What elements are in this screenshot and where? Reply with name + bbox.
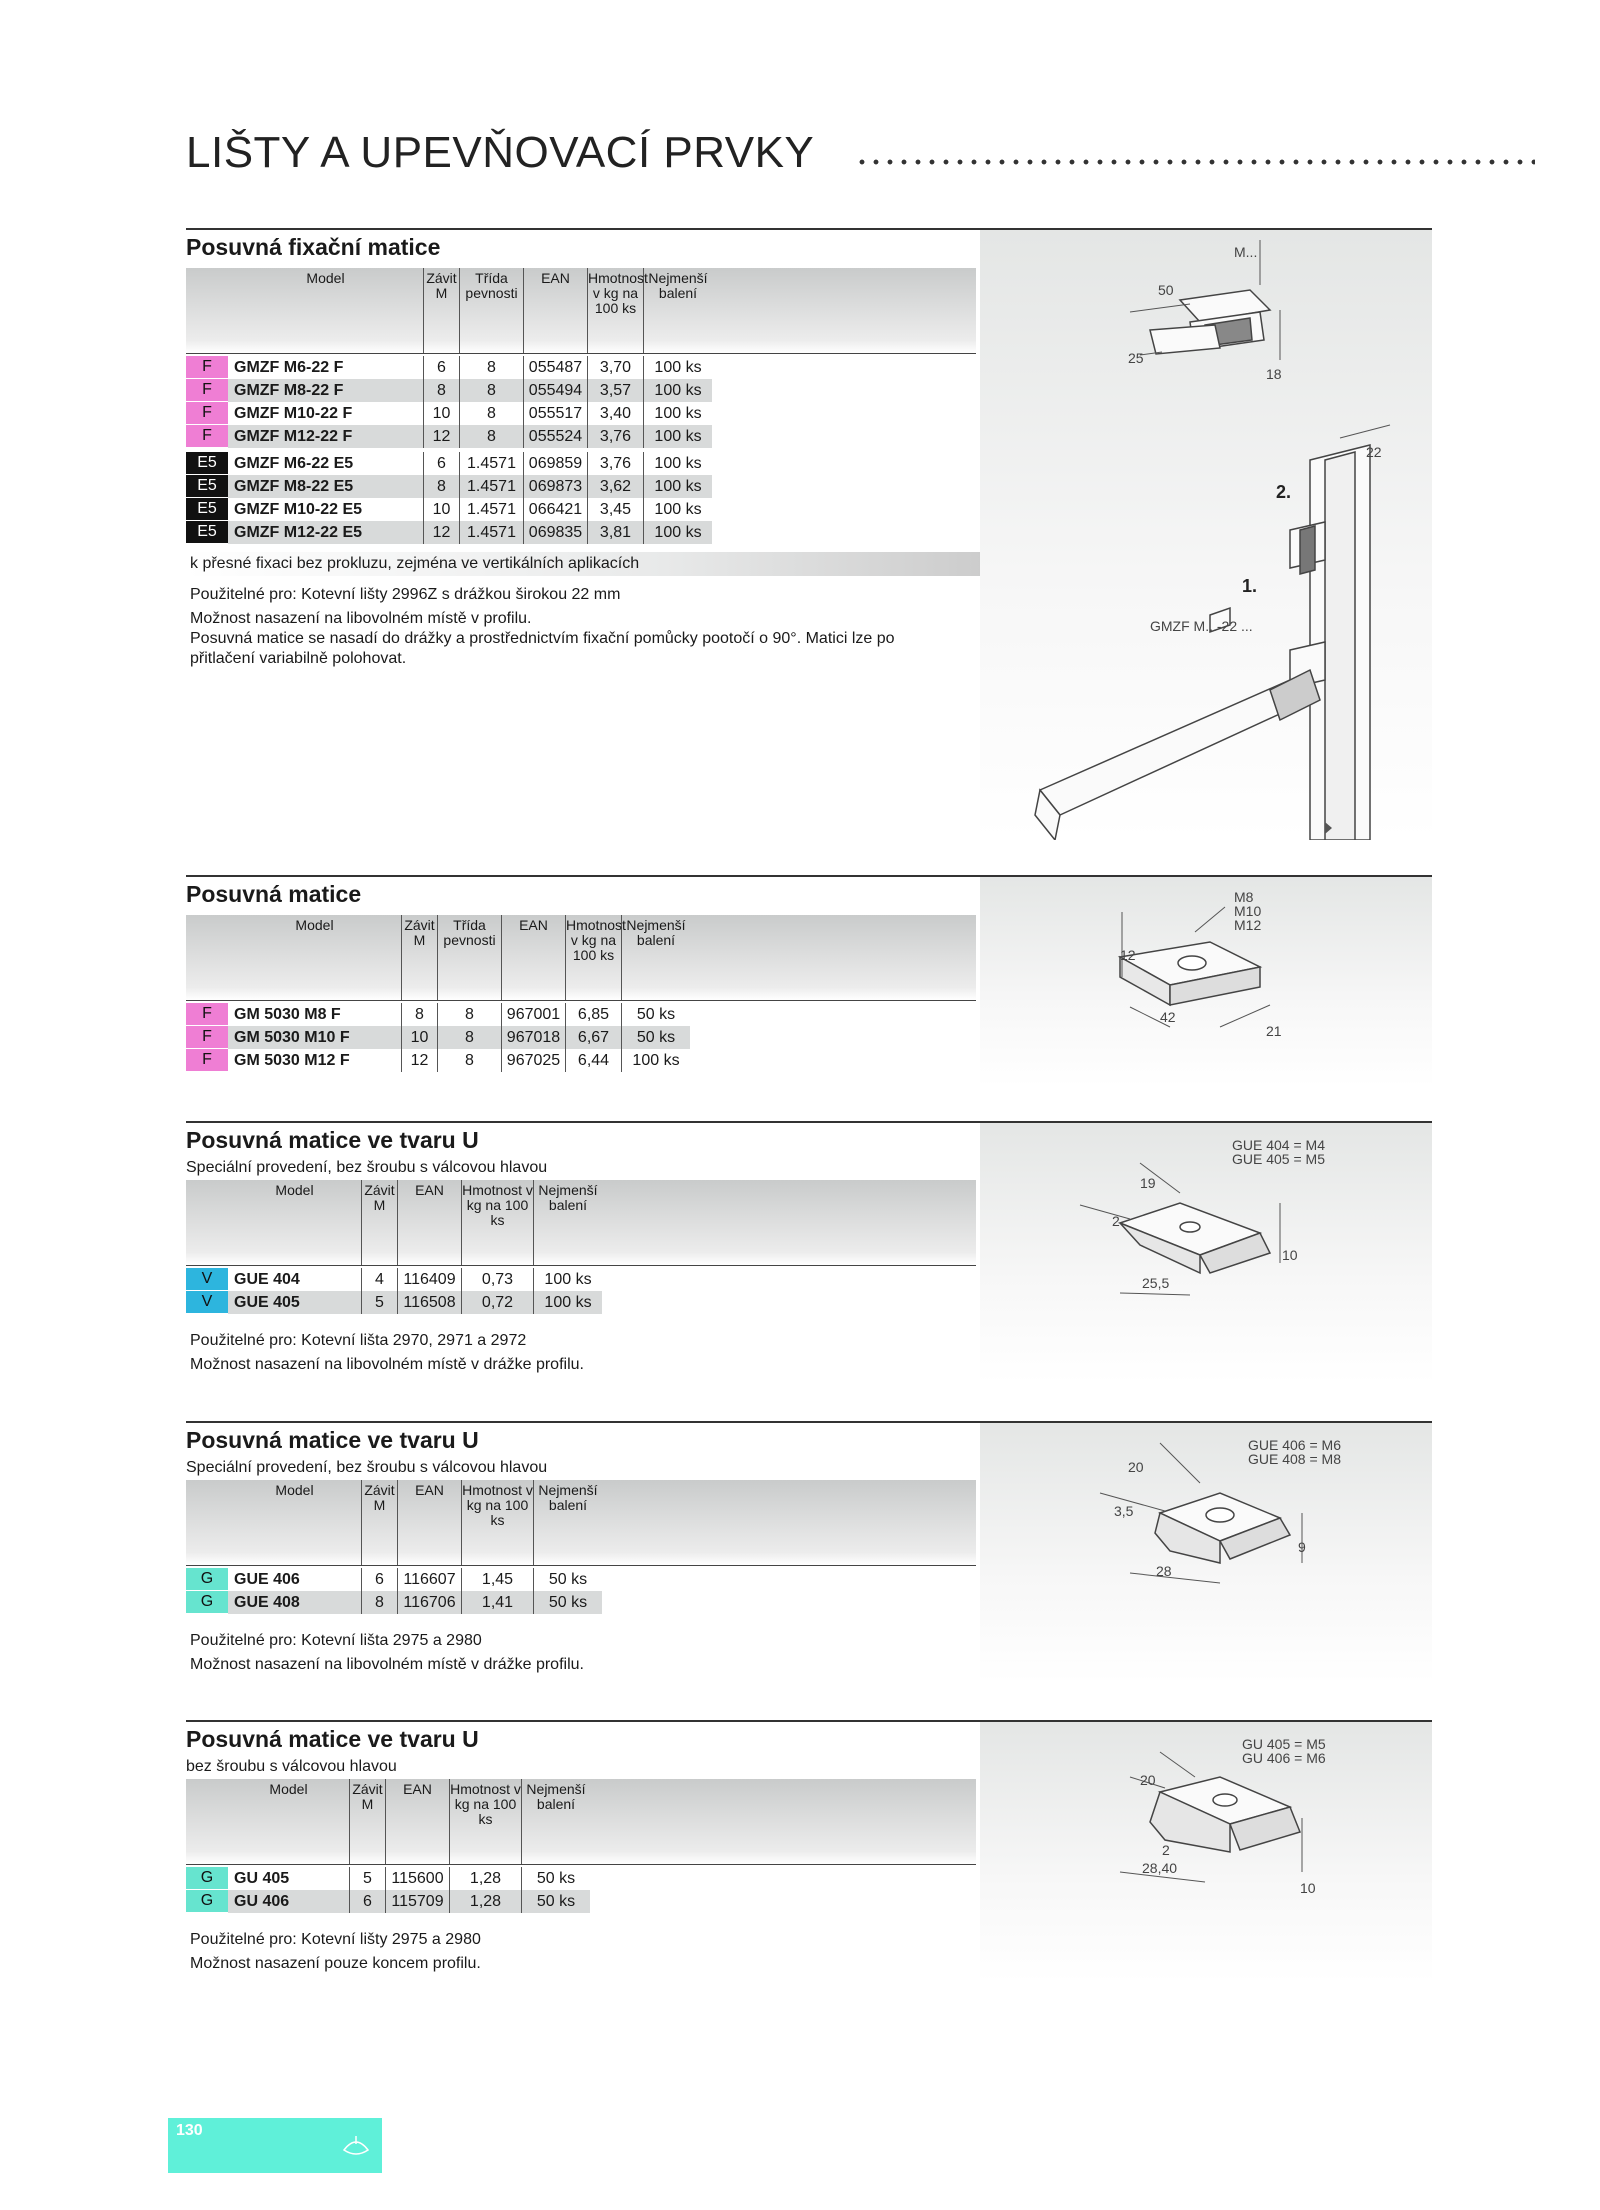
col-thread: Závit M [402,915,438,1000]
cell-class: 1.4571 [460,475,524,498]
dim-19: 19 [1140,1175,1156,1191]
feature-text: k přesné fixaci bez prokluzu, zejména ve vertikálních aplikacích [190,555,640,572]
dim-20: 20 [1128,1459,1144,1475]
cell-model: GM 5030 M12 F [228,1049,402,1072]
u-nut-drawing [980,1423,1432,1683]
dim-28: 28 [1156,1563,1172,1579]
cell-class: 8 [438,1003,502,1026]
col-class: Třída pevnosti [460,268,524,353]
note-position: Možnost nasazení na libovolném místě v drážke profilu. [190,1656,584,1673]
dim-m10: M10 [1234,903,1262,919]
cell-model: GU 405 [228,1867,350,1890]
dim-25: 25 [1128,350,1144,366]
cell-weight: 1,41 [462,1591,534,1614]
cell-ean: 967018 [502,1026,566,1049]
section-title: Posuvná matice [186,881,362,907]
col-pack: Nejmenší balení [538,1482,598,1513]
cell-ean: 055494 [524,379,588,402]
cell-pack: 50 ks [536,1870,576,1887]
note-usable: Použitelné pro: Kotevní lišty 2975 a 2980 [190,1931,481,1948]
cell-thread: 5 [362,1291,398,1314]
product-drawing [980,1722,1432,1982]
cell-model: GUE 408 [228,1591,362,1614]
cell-model: GUE 406 [228,1568,362,1591]
col-weight: Hmotnost v kg na 100 ks [450,1779,522,1864]
dim-10: 10 [1300,1880,1316,1896]
dim-2: 2 [1112,1213,1120,1229]
cell-weight: 1,28 [450,1890,522,1913]
col-class: Třída pevnosti [438,915,502,1000]
cell-ean: 115709 [386,1890,450,1913]
label-gue404: GUE 404 = M4 [1232,1137,1325,1153]
cell-ean: 967001 [502,1003,566,1026]
section-title: Posuvná matice ve tvaru U [186,1427,479,1453]
note-position: Možnost nasazení pouze koncem profilu. [190,1955,481,1972]
finish-code-badge: F [186,402,228,424]
cell-thread: 10 [402,1026,438,1049]
cell-weight: 3,70 [588,356,644,379]
cell-pack: 100 ks [654,501,702,518]
cell-weight: 3,81 [588,521,644,544]
cell-class: 8 [438,1026,502,1049]
label-gu406: GU 406 = M6 [1242,1750,1326,1766]
cell-model: GMZF M10-22 E5 [228,498,424,521]
finish-code-badge: E5 [186,452,228,474]
cell-thread: 12 [424,425,460,448]
table-header [186,268,976,354]
cell-model: GMZF M6-22 E5 [228,452,424,475]
dim-20: 20 [1140,1772,1156,1788]
dim-thread: M... [1234,244,1258,260]
cell-pack: 100 ks [654,405,702,422]
note-install-2: přitlačení variabilně polohovat. [190,650,407,667]
cell-pack: 50 ks [548,1571,588,1588]
note-install-1: Posuvná matice se nasadí do drážky a prostřednictvím fixační pomůcky pootočí o 90°. Matici lze po [190,630,895,647]
cell-weight: 3,45 [588,498,644,521]
section-subtitle: Speciální provedení, bez šroubu s válcovou hlavou [186,1459,548,1476]
label-gue408: GUE 408 = M8 [1248,1451,1341,1467]
product-drawing [980,1123,1432,1383]
cell-model: GMZF M8-22 F [228,379,424,402]
finish-code-badge: E5 [186,498,228,520]
part-label: GMZF M...-22 ... [1150,618,1253,634]
page-title: LIŠTY A UPEVŇOVACÍ PRVKY [186,128,815,177]
dim-12: 12 [1120,947,1136,963]
cell-weight: 0,72 [462,1291,534,1314]
arrow-up-icon [340,2130,372,2160]
table-header [186,1180,976,1266]
note-position: Možnost nasazení na libovolném místě v drážke profilu. [190,1356,584,1373]
col-ean: EAN [524,268,588,353]
col-pack: Nejmenší balení [626,917,686,948]
col-thread: Závit M [362,1180,398,1265]
cell-thread: 6 [424,356,460,379]
cell-ean: 116508 [398,1291,462,1314]
cell-model: GMZF M6-22 F [228,356,424,379]
col-ean: EAN [502,915,566,1000]
product-drawing [980,877,1432,1087]
step-2: 2. [1276,482,1292,502]
cell-pack: 100 ks [654,428,702,445]
section-title: Posuvná fixační matice [186,234,441,260]
col-thread: Závit M [424,268,460,353]
note-usable: Použitelné pro: Kotevní lišty 2996Z s drážkou širokou 22 mm [190,586,621,603]
finish-code-badge: G [186,1890,228,1912]
section-u-nut-gue406 [186,1421,1432,1683]
dim-21: 21 [1266,1023,1282,1039]
finish-code-badge: V [186,1268,228,1290]
cell-thread: 12 [402,1049,438,1072]
cell-thread: 6 [350,1890,386,1913]
cell-model: GMZF M8-22 E5 [228,475,424,498]
cell-model: GM 5030 M8 F [228,1003,402,1026]
sliding-nut-drawing [980,877,1432,1087]
finish-code-badge: F [186,356,228,378]
cell-pack: 100 ks [544,1271,592,1288]
dim-9: 9 [1298,1539,1306,1555]
dim-18: 18 [1266,366,1282,382]
cell-model: GMZF M12-22 E5 [228,521,424,544]
cell-thread: 8 [424,379,460,402]
section-u-nut-gue404 [186,1121,1432,1383]
cell-thread: 4 [362,1268,398,1291]
finish-code-badge: G [186,1867,228,1889]
finish-code-badge: F [186,1049,228,1071]
u-nut-drawing [980,1123,1432,1383]
col-ean: EAN [398,1180,462,1265]
product-drawing [980,230,1432,840]
cell-class: 8 [460,402,524,425]
cell-weight: 6,67 [566,1026,622,1049]
cell-class: 8 [460,356,524,379]
step-1: 1. [1242,576,1258,596]
finish-code-badge: F [186,1003,228,1025]
note-position: Možnost nasazení na libovolném místě v profilu. [190,610,532,627]
col-pack: Nejmenší balení [648,270,708,301]
section-title: Posuvná matice ve tvaru U [186,1726,479,1752]
finish-code-badge: G [186,1568,228,1590]
table-header [186,1480,976,1566]
cell-ean: 116409 [398,1268,462,1291]
product-drawing [980,1423,1432,1683]
cell-class: 8 [460,425,524,448]
dim-50: 50 [1158,282,1174,298]
finish-code-badge: E5 [186,475,228,497]
cell-ean: 055487 [524,356,588,379]
title-dots [855,158,1535,166]
u-nut-drawing [980,1722,1432,1982]
label-gue406: GUE 406 = M6 [1248,1437,1341,1453]
cell-weight: 1,28 [450,1867,522,1890]
cell-class: 1.4571 [460,498,524,521]
cell-thread: 5 [350,1867,386,1890]
dim-2: 2 [1162,1842,1170,1858]
label-gu405: GU 405 = M5 [1242,1736,1326,1752]
cell-pack: 100 ks [654,524,702,541]
section-subtitle: Speciální provedení, bez šroubu s válcovou hlavou [186,1159,548,1176]
cell-pack: 100 ks [544,1294,592,1311]
cell-ean: 116607 [398,1568,462,1591]
cell-pack: 100 ks [654,478,702,495]
section-title: Posuvná matice ve tvaru U [186,1127,479,1153]
cell-pack: 100 ks [654,359,702,376]
cell-weight: 3,76 [588,452,644,475]
cell-weight: 1,45 [462,1568,534,1591]
cell-ean: 069835 [524,521,588,544]
cell-thread: 6 [424,452,460,475]
cell-ean: 967025 [502,1049,566,1072]
cell-weight: 3,62 [588,475,644,498]
label-gue405: GUE 405 = M5 [1232,1151,1325,1167]
dim-3-5: 3,5 [1114,1503,1134,1519]
dim-25-5: 25,5 [1142,1275,1170,1291]
cell-pack: 100 ks [654,455,702,472]
col-pack: Nejmenší balení [526,1781,586,1812]
dim-28-40: 28,40 [1142,1860,1178,1876]
finish-code-badge: E5 [186,521,228,543]
section-subtitle: bez šroubu s válcovou hlavou [186,1758,397,1775]
note-usable: Použitelné pro: Kotevní lišta 2970, 2971 a 2972 [190,1332,527,1349]
col-model: Model [228,915,402,1000]
page-number-box [168,2118,382,2173]
page-number: 130 [176,2122,203,2139]
col-ean: EAN [398,1480,462,1565]
col-weight: Hmotnost v kg na 100 ks [462,1180,534,1265]
cell-thread: 8 [424,475,460,498]
cell-weight: 6,44 [566,1049,622,1072]
cell-ean: 115600 [386,1867,450,1890]
finish-code-badge: G [186,1591,228,1613]
dim-42: 42 [1160,1009,1176,1025]
col-pack: Nejmenší balení [538,1182,598,1213]
col-model: Model [228,1180,362,1265]
col-ean: EAN [386,1779,450,1864]
cell-ean: 055517 [524,402,588,425]
col-model: Model [228,1480,362,1565]
cell-model: GM 5030 M10 F [228,1026,402,1049]
cell-ean: 069873 [524,475,588,498]
col-weight: Hmotnost v kg na 100 ks [588,268,644,353]
dim-m12: M12 [1234,917,1262,933]
col-thread: Závit M [362,1480,398,1565]
cell-class: 8 [460,379,524,402]
cell-weight: 0,73 [462,1268,534,1291]
col-model: Model [228,1779,350,1864]
cell-thread: 10 [424,498,460,521]
cell-ean: 055524 [524,425,588,448]
finish-code-badge: V [186,1291,228,1313]
finish-code-badge: F [186,1026,228,1048]
note-usable: Použitelné pro: Kotevní lišta 2975 a 2980 [190,1632,482,1649]
col-model: Model [228,268,424,353]
col-weight: Hmotnost v kg na 100 ks [462,1480,534,1565]
cell-pack: 100 ks [654,382,702,399]
dim-22: 22 [1366,444,1382,460]
finish-code-badge: F [186,425,228,447]
finish-code-badge: F [186,379,228,401]
cell-thread: 6 [362,1568,398,1591]
cell-class: 8 [438,1049,502,1072]
cell-model: GUE 405 [228,1291,362,1314]
cell-ean: 066421 [524,498,588,521]
cell-class: 1.4571 [460,521,524,544]
cell-thread: 8 [402,1003,438,1026]
table-header [186,915,976,1001]
section-fixation-nut [186,228,1432,840]
cell-pack: 50 ks [636,1006,676,1023]
cell-pack: 100 ks [632,1052,680,1069]
section-u-nut-gu405 [186,1720,1432,1982]
dim-10: 10 [1282,1247,1298,1263]
cell-model: GUE 404 [228,1268,362,1291]
cell-thread: 10 [424,402,460,425]
cell-model: GMZF M12-22 F [228,425,424,448]
cell-model: GU 406 [228,1890,350,1913]
cell-weight: 6,85 [566,1003,622,1026]
cell-ean: 069859 [524,452,588,475]
section-sliding-nut [186,875,1432,1087]
col-weight: Hmotnost v kg na 100 ks [566,915,622,1000]
col-thread: Závit M [350,1779,386,1864]
cell-model: GMZF M10-22 F [228,402,424,425]
cell-weight: 3,40 [588,402,644,425]
cell-class: 1.4571 [460,452,524,475]
cell-weight: 3,57 [588,379,644,402]
cell-pack: 50 ks [636,1029,676,1046]
dim-m8: M8 [1234,889,1254,905]
fixation-nut-drawing [980,230,1432,840]
cell-thread: 12 [424,521,460,544]
cell-thread: 8 [362,1591,398,1614]
cell-pack: 50 ks [548,1594,588,1611]
cell-ean: 116706 [398,1591,462,1614]
cell-weight: 3,76 [588,425,644,448]
table-header [186,1779,976,1865]
cell-pack: 50 ks [536,1893,576,1910]
